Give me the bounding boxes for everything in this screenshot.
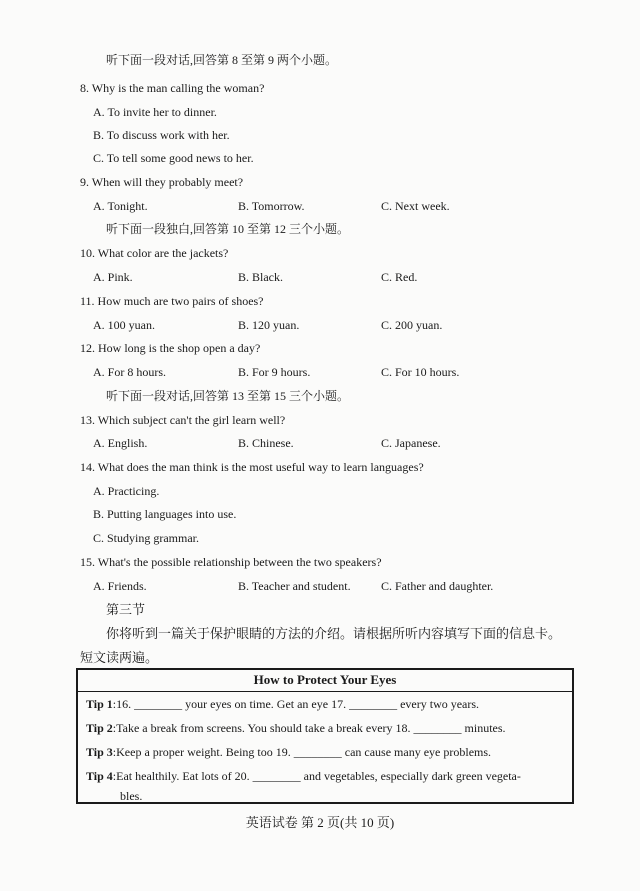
question-15-option-c: C. Father and daughter.	[381, 579, 494, 593]
question-11-option-c: C. 200 yuan.	[381, 318, 443, 332]
tip-4-label: Tip 4	[86, 769, 113, 783]
question-11-option-b: B. 120 yuan.	[238, 318, 300, 332]
question-12: 12. How long is the shop open a day?	[80, 341, 261, 355]
tip-3	[86, 744, 491, 760]
question-11-option-a: A. 100 yuan.	[93, 318, 155, 332]
instruction-13-15: 听下面一段对话,回答第 13 至第 15 三个小题。	[106, 389, 350, 403]
question-12-option-a: A. For 8 hours.	[93, 365, 167, 379]
tip-4-text: :Eat healthily. Eat lots of 20. ________ and vegetables, especially dark green vegeta-	[112, 769, 521, 783]
tip-4	[86, 768, 521, 784]
question-15-option-b: B. Teacher and student.	[238, 579, 351, 593]
question-11: 11. How much are two pairs of shoes?	[80, 294, 264, 308]
question-14-option-b: B. Putting languages into use.	[93, 507, 237, 521]
question-14-option-c: C. Studying grammar.	[93, 531, 199, 545]
question-14: 14. What does the man think is the most useful way to learn languages?	[80, 460, 424, 474]
question-9-option-a: A. Tonight.	[93, 199, 148, 213]
question-14-option-a: A. Practicing.	[93, 484, 160, 498]
tip-1-label: Tip 1	[86, 697, 113, 711]
tip-2-label: Tip 2	[86, 721, 113, 735]
question-8-option-a: A. To invite her to dinner.	[93, 105, 217, 119]
info-card-title: How to Protect Your Eyes	[253, 672, 397, 687]
question-13: 13. Which subject can't the girl learn well?	[80, 413, 286, 427]
tip-3-text: :Keep a proper weight. Being too 19. ________ can cause many eye problems.	[112, 745, 492, 759]
question-13-option-c: C. Japanese.	[381, 436, 441, 450]
question-12-option-c: C. For 10 hours.	[381, 365, 460, 379]
instruction-10-12: 听下面一段独白,回答第 10 至第 12 三个小题。	[106, 222, 350, 236]
tip-2-text: :Take a break from screens. You should take a break every 18. ________ minutes.	[112, 721, 506, 735]
question-15-option-a: A. Friends.	[93, 579, 147, 593]
tip-3-label: Tip 3	[86, 745, 113, 759]
question-13-option-a: A. English.	[93, 436, 148, 450]
section-3-description: 你将听到一篇关于保护眼睛的方法的介绍。请根据所听内容填写下面的信息卡。	[106, 626, 562, 641]
tip-1-text: :16. ________ your eyes on time. Get an eye 17. ________ every two years.	[112, 697, 480, 711]
question-8-option-c: C. To tell some good news to her.	[93, 151, 254, 165]
question-10-option-b: B. Black.	[238, 270, 283, 284]
question-15: 15. What's the possible relationship between the two speakers?	[80, 555, 382, 569]
page-footer: 英语试卷 第 2 页(共 10 页)	[245, 815, 395, 830]
info-card-divider	[78, 691, 572, 692]
question-10-option-a: A. Pink.	[93, 270, 133, 284]
question-13-option-b: B. Chinese.	[238, 436, 294, 450]
question-9-option-c: C. Next week.	[381, 199, 450, 213]
section-3-heading: 第三节	[106, 602, 146, 617]
question-10-option-c: C. Red.	[381, 270, 418, 284]
question-10: 10. What color are the jackets?	[80, 246, 229, 260]
tip-4-continuation: bles.	[120, 789, 143, 803]
question-9-option-b: B. Tomorrow.	[238, 199, 305, 213]
instruction-8-9: 听下面一段对话,回答第 8 至第 9 两个小题。	[106, 53, 338, 67]
question-8-option-b: B. To discuss work with her.	[93, 128, 230, 142]
question-12-option-b: B. For 9 hours.	[238, 365, 311, 379]
tip-1	[86, 696, 479, 712]
question-9: 9. When will they probably meet?	[80, 175, 244, 189]
tip-2	[86, 720, 506, 736]
info-card	[76, 668, 574, 804]
section-3-description-cont: 短文读两遍。	[80, 650, 159, 665]
question-8: 8. Why is the man calling the woman?	[80, 81, 265, 95]
